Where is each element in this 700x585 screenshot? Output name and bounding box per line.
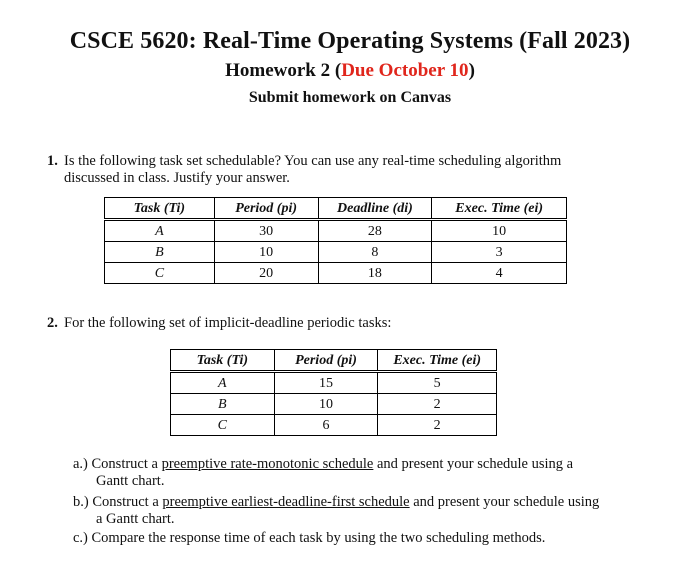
- table-cell: 30: [214, 220, 318, 242]
- question-1: [47, 153, 667, 189]
- column-header: Deadline (di): [318, 198, 432, 220]
- table-cell: C: [105, 263, 215, 284]
- sub-a-prefix: a.) Construct a: [73, 456, 162, 472]
- table-cell: 2: [378, 394, 497, 415]
- sub-a-suffix: and present your schedule using a: [373, 456, 574, 472]
- table-cell: 18: [318, 263, 432, 284]
- table-cell: 10: [274, 394, 378, 415]
- table-row: [105, 242, 567, 263]
- table-row: [105, 263, 567, 284]
- column-header: Task (Ti): [105, 198, 215, 220]
- sub-question-c: c.) Compare the response time of each task by using the two scheduling methods.: [73, 530, 546, 546]
- sub-question-a-line-2: Gantt chart.: [96, 473, 165, 489]
- table-cell: 10: [214, 242, 318, 263]
- question-1-number: 1.: [47, 153, 58, 169]
- table-cell: A: [105, 220, 215, 242]
- table-row: [105, 220, 567, 242]
- table-cell: 28: [318, 220, 432, 242]
- question-1-line-1: Is the following task set schedulable? You can use any real-time scheduling algorithm: [64, 153, 562, 169]
- homework-title: [0, 60, 700, 82]
- task-table-2: [170, 349, 497, 436]
- question-1-line-2: discussed in class. Justify your answer.: [64, 170, 290, 186]
- table-cell: 20: [214, 263, 318, 284]
- table-row: [171, 372, 497, 394]
- column-header: Exec. Time (ei): [378, 350, 497, 372]
- course-title: CSCE 5620: Real-Time Operating Systems (Fall 2023): [69, 28, 631, 54]
- sub-b-term: preemptive earliest-deadline-first schedule: [162, 494, 410, 510]
- sub-question-a: [73, 456, 573, 473]
- submit-instruction: Submit homework on Canvas: [248, 89, 452, 106]
- table-cell: C: [171, 415, 275, 436]
- task-table-1: [104, 197, 567, 284]
- table-cell: B: [105, 242, 215, 263]
- due-date: Due October 10: [341, 60, 469, 81]
- table-cell: 6: [274, 415, 378, 436]
- sub-a-term: preemptive rate-monotonic schedule: [161, 456, 374, 472]
- column-header: Period (pi): [214, 198, 318, 220]
- table-row: [171, 394, 497, 415]
- table-cell: 2: [378, 415, 497, 436]
- sub-b-suffix: and present your schedule using: [409, 494, 600, 510]
- table-header-row: [105, 198, 567, 220]
- table-cell: B: [171, 394, 275, 415]
- column-header: Exec. Time (ei): [432, 198, 567, 220]
- column-header: Task (Ti): [171, 350, 275, 372]
- question-2-number: 2.: [47, 315, 58, 331]
- homework-prefix: Homework 2 (: [225, 60, 342, 81]
- table-cell: 8: [318, 242, 432, 263]
- table-cell: A: [171, 372, 275, 394]
- table-cell: 3: [432, 242, 567, 263]
- table-cell: 10: [432, 220, 567, 242]
- column-header: Period (pi): [274, 350, 378, 372]
- table-cell: 4: [432, 263, 567, 284]
- sub-b-prefix: b.) Construct a: [73, 494, 163, 510]
- homework-suffix: ): [468, 60, 475, 81]
- question-2-line-1: For the following set of implicit-deadline periodic tasks:: [64, 315, 392, 331]
- table-row: [171, 415, 497, 436]
- question-2: [47, 315, 667, 333]
- table-cell: 15: [274, 372, 378, 394]
- sub-question-b: [73, 494, 599, 511]
- table-header-row: [171, 350, 497, 372]
- sub-question-b-line-2: a Gantt chart.: [96, 511, 175, 527]
- table-cell: 5: [378, 372, 497, 394]
